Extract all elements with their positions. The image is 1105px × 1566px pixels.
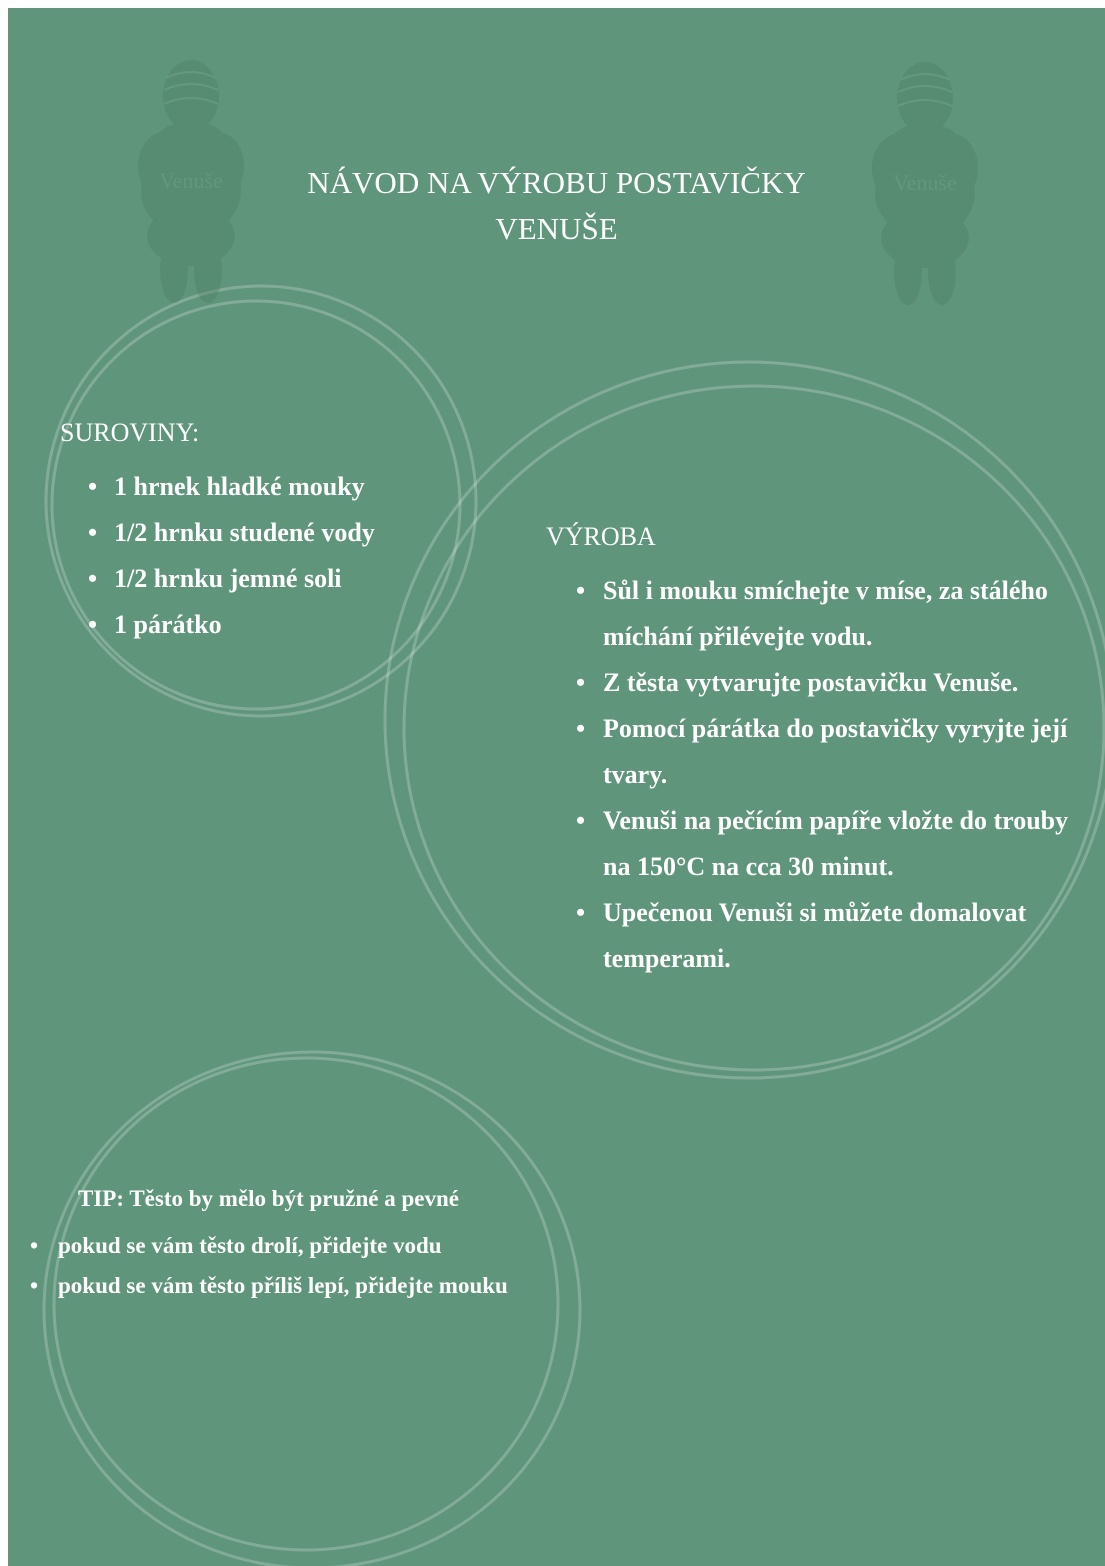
ingredient-item: • 1 párátko: [88, 602, 375, 648]
page-title-line-2: VENUŠE: [495, 211, 618, 246]
tip-item: • pokud se vám těsto drolí, přidejte vodu: [30, 1226, 508, 1266]
svg-text:Venuše: Venuše: [893, 170, 957, 195]
ingredients-heading: SUROVINY:: [60, 418, 200, 447]
production-step: • Z těsta vytvarujte postavičku Venuše.: [574, 660, 1094, 706]
page-title: [8, 160, 1105, 252]
production-steps-list: [574, 568, 1094, 982]
tip-item: • pokud se vám těsto příliš lepí, přidejte mouku: [30, 1266, 508, 1306]
production-heading: VÝROBA: [546, 522, 656, 551]
ingredient-item: • 1/2 hrnku jemné soli: [88, 556, 375, 602]
ingredient-item: • 1 hrnek hladké mouky: [88, 464, 375, 510]
page-title-line-1: NÁVOD NA VÝROBU POSTAVIČKY: [307, 165, 806, 200]
tip-list: [30, 1226, 508, 1306]
production-step: • Pomocí párátka do postavičky vyryjte její tvary.: [574, 706, 1094, 798]
production-step: • Upečenou Venuši si můžete domalovat temperami.: [574, 890, 1094, 982]
svg-text:Venuše: Venuše: [159, 168, 223, 193]
production-step: • Sůl i mouku smíchejte v míse, za stálého míchání přilévejte vodu.: [574, 568, 1094, 660]
production-step: • Venuši na pečícím papíře vložte do trouby na 150°C na cca 30 minut.: [574, 798, 1094, 890]
recipe-page: [8, 8, 1105, 1566]
ingredient-item: • 1/2 hrnku studené vody: [88, 510, 375, 556]
tip-title: TIP: Těsto by mělo být pružné a pevné: [78, 1186, 459, 1211]
ingredients-list: [88, 464, 375, 648]
